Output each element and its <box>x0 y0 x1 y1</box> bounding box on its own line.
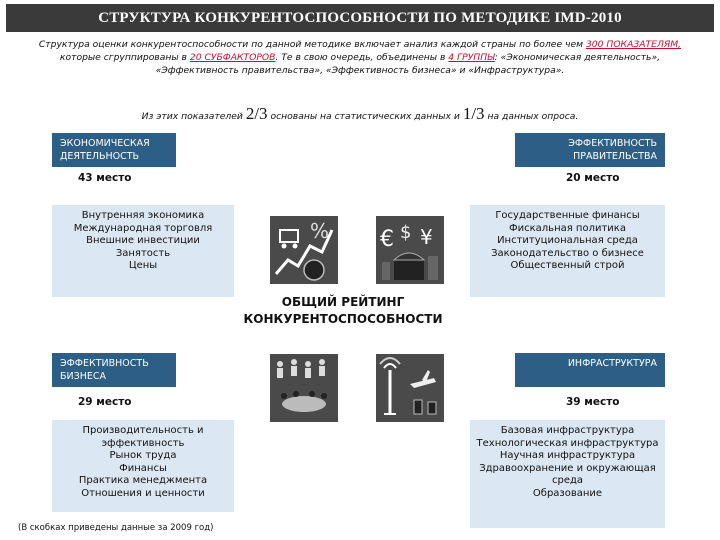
group-place-government: 20 место <box>566 172 620 184</box>
factor-item: Внутренняя экономика <box>81 210 205 221</box>
group-place-business: 29 место <box>78 396 132 408</box>
infrastructure-icon <box>376 354 444 422</box>
factor-item: Финансы <box>119 462 167 474</box>
overall-rating-title: ОБЩИЙ РЕЙТИНГ КОНКУРЕНТОСПОСОБНОСТИ <box>243 295 443 326</box>
factor-list-infrastructure <box>470 420 665 528</box>
ratio-prefix: Из этих показателей <box>141 111 243 122</box>
intro-part-1: Структура оценки конкурентоспособности по данной методике включает анализ каждой страны по более чем <box>38 39 586 50</box>
ratio-fraction-1: 2/3 <box>245 104 268 123</box>
factor-item: Научная инфраструктура <box>499 450 636 462</box>
factor-item: Образование <box>532 487 603 499</box>
factor-item: Международная торговля <box>73 222 213 234</box>
factor-list-government <box>470 205 665 297</box>
factor-item: Отношения и ценности <box>81 487 205 499</box>
group-place-infrastructure: 39 место <box>566 396 620 408</box>
intro-part-3: . Те в свою очередь, объединены в <box>275 52 449 63</box>
factor-item: Рынок труда <box>109 450 177 462</box>
factor-item: Производительность и эффективность <box>82 425 204 449</box>
factor-item: Государственные финансы <box>495 210 640 221</box>
factor-item: Институциональная среда <box>497 235 638 247</box>
intro-text <box>28 38 692 77</box>
factor-item: Внешние инвестиции <box>86 235 200 247</box>
factor-item: Фискальная политика <box>509 222 626 234</box>
economy-icon <box>270 216 338 284</box>
svg-text:$: $ <box>400 222 412 243</box>
intro-indicators: 300 ПОКАЗАТЕЛЯМ, <box>585 39 682 50</box>
ratio-fraction-2: 1/3 <box>462 104 485 123</box>
factor-item: Практика менеджмента <box>78 475 208 487</box>
group-header-infrastructure: ИНФРАСТРУКТУРА <box>515 353 665 387</box>
factor-item: Здравоохранение и окружающая среда <box>479 462 656 487</box>
group-header-business: ЭФФЕКТИВНОСТЬ БИЗНЕСА <box>52 353 176 387</box>
factor-list-economy <box>52 205 234 297</box>
factor-item: Цены <box>128 260 158 272</box>
factor-item: Технологическая инфраструктура <box>476 437 659 449</box>
intro-subfactors: 20 СУБФАКТОРОВ <box>189 52 276 63</box>
intro-part-4: : «Экономическая деятельность», «Эффективность правительства», «Эффективность бизнеса» и «Инфраструктура». <box>155 52 661 76</box>
svg-text:¥: ¥ <box>420 225 433 249</box>
footnote: (В скобках приведены данные за 2009 год) <box>18 523 214 533</box>
intro-ratio <box>40 104 680 124</box>
intro-groups: 4 ГРУППЫ <box>448 52 495 63</box>
group-header-economy: ЭКОНОМИЧЕСКАЯ ДЕЯТЕЛЬНОСТЬ <box>52 133 176 167</box>
group-header-government: ЭФФЕКТИВНОСТЬ ПРАВИТЕЛЬСТВА <box>515 133 665 167</box>
ratio-middle: основаны на статистических данных и <box>270 111 460 122</box>
svg-text:%: % <box>310 219 330 243</box>
business-icon <box>270 354 338 422</box>
intro-part-2: которые сгруппированы в <box>59 52 190 63</box>
svg-text:€: € <box>380 227 394 252</box>
group-place-economy: 43 место <box>78 172 132 184</box>
government-icon <box>376 216 444 284</box>
ratio-suffix: на данных опроса. <box>487 111 579 122</box>
page-title: СТРУКТУРА КОНКУРЕНТОСПОСОБНОСТИ ПО МЕТОДИКЕ IMD-2010 <box>6 4 714 32</box>
factor-item: Общественный строй <box>510 260 625 272</box>
factor-item: Законодательство о бизнесе <box>491 247 644 259</box>
factor-item: Занятость <box>115 247 171 259</box>
factor-item: Базовая инфраструктура <box>500 425 635 436</box>
factor-list-business <box>52 420 234 512</box>
